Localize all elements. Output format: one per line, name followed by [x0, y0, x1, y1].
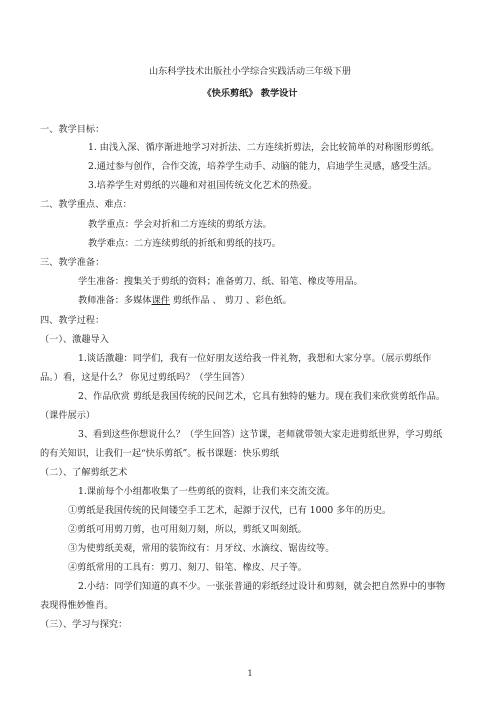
fact-item-1: ①剪纸是我国传统的民间镂空手工艺术，起源于汉代，已有 1000 多年的历史。 [68, 505, 392, 516]
goal-item-3: 3.培养学生对剪纸的兴趣和对祖国传统文化艺术的热爱。 [88, 180, 318, 191]
student-preparation: 学生准备：搜集关于剪纸的资料；准备剪刀、纸、铅笔、橡皮等用品。 [78, 276, 363, 287]
paragraph-1-line-2: 品。）看，这是什么？ 你见过剪纸吗？（学生回答） [40, 372, 250, 383]
teacher-preparation-prefix: 教师准备：多媒体 [78, 295, 152, 306]
document-title: 《快乐剪纸》 教学设计 [202, 88, 298, 99]
summary-line-1: 2.小结：同学们知道的真不少。一张张普通的彩纸经过设计和剪刻，就会把自然界中的事物 [78, 581, 446, 592]
paragraph-3-line-2: 的有关知识，让我们一起“快乐剪纸”。板书课题：快乐剪纸 [40, 448, 280, 459]
exchange-intro: 1.课前每个小组都收集了一些剪纸的资料，让我们来交流交流。 [78, 486, 335, 497]
page-number: 1 [247, 669, 253, 678]
difficult-point: 教学难点：二方连续剪纸的折纸和剪纸的技巧。 [88, 238, 281, 249]
paragraph-1-line-1: 1.谈话激趣：同学们，我有一位好朋友送给我一件礼物，我想和大家分享。（展示剪纸作 [78, 353, 432, 364]
part-heading-explore: （三）、学习与探究： [40, 619, 128, 630]
teacher-preparation [78, 295, 292, 307]
fact-item-4: ④剪纸常用的工具有：剪刀、刻刀、铅笔、橡皮、尺子等。 [68, 562, 307, 573]
section-heading-process: 四、教学过程： [40, 315, 105, 326]
fact-item-2: ②剪纸可用剪刀剪，也可用刻刀刻，所以，剪纸又叫刻纸。 [68, 524, 307, 535]
key-point: 教学重点：学会对折和二方连续的剪纸方法。 [88, 219, 272, 230]
goal-item-2: 2.通过参与创作，合作交流，培养学生动手、动脑的能力，启迪学生灵感，感受生活。 [88, 161, 437, 172]
paragraph-2-line-1: 2、作品欣赏 剪纸是我国传统的民间艺术，它具有独特的魅力。现在我们来欣赏剪纸作品。 [78, 391, 446, 402]
section-heading-goals: 一、教学目标： [40, 124, 105, 135]
paragraph-3-line-1: 3、看到这些你想说什么？（学生回答）这节课，老师就带领大家走进剪纸世界，学习剪纸 [78, 429, 443, 440]
section-heading-preparation: 三、教学准备： [40, 257, 105, 268]
goal-item-1: 1. 由浅入深、循序渐进地学习对折法、二方连续折剪法，会比较简单的对称图形剪纸。 [88, 142, 440, 153]
section-heading-key-points: 二、教学重点、难点： [40, 199, 132, 210]
part-heading-intro: （一）、激趣导入 [40, 334, 109, 345]
fact-item-3: ③为使剪纸美观，常用的装饰纹有：月牙纹、水滴纹、锯齿纹等。 [68, 543, 335, 554]
part-heading-understand: （二）、了解剪纸艺术 [40, 467, 128, 478]
summary-line-2: 表现得惟妙惟肖。 [40, 600, 114, 611]
teacher-preparation-suffix: 剪纸作品 、 剪刀 、彩色纸。 [169, 295, 292, 306]
document-subtitle: 山东科学技术出版社小学综合实践活动三年级下册 [148, 66, 352, 77]
courseware-link: 课件 [151, 295, 170, 306]
paragraph-2-line-2: （课件展示） [40, 410, 96, 421]
